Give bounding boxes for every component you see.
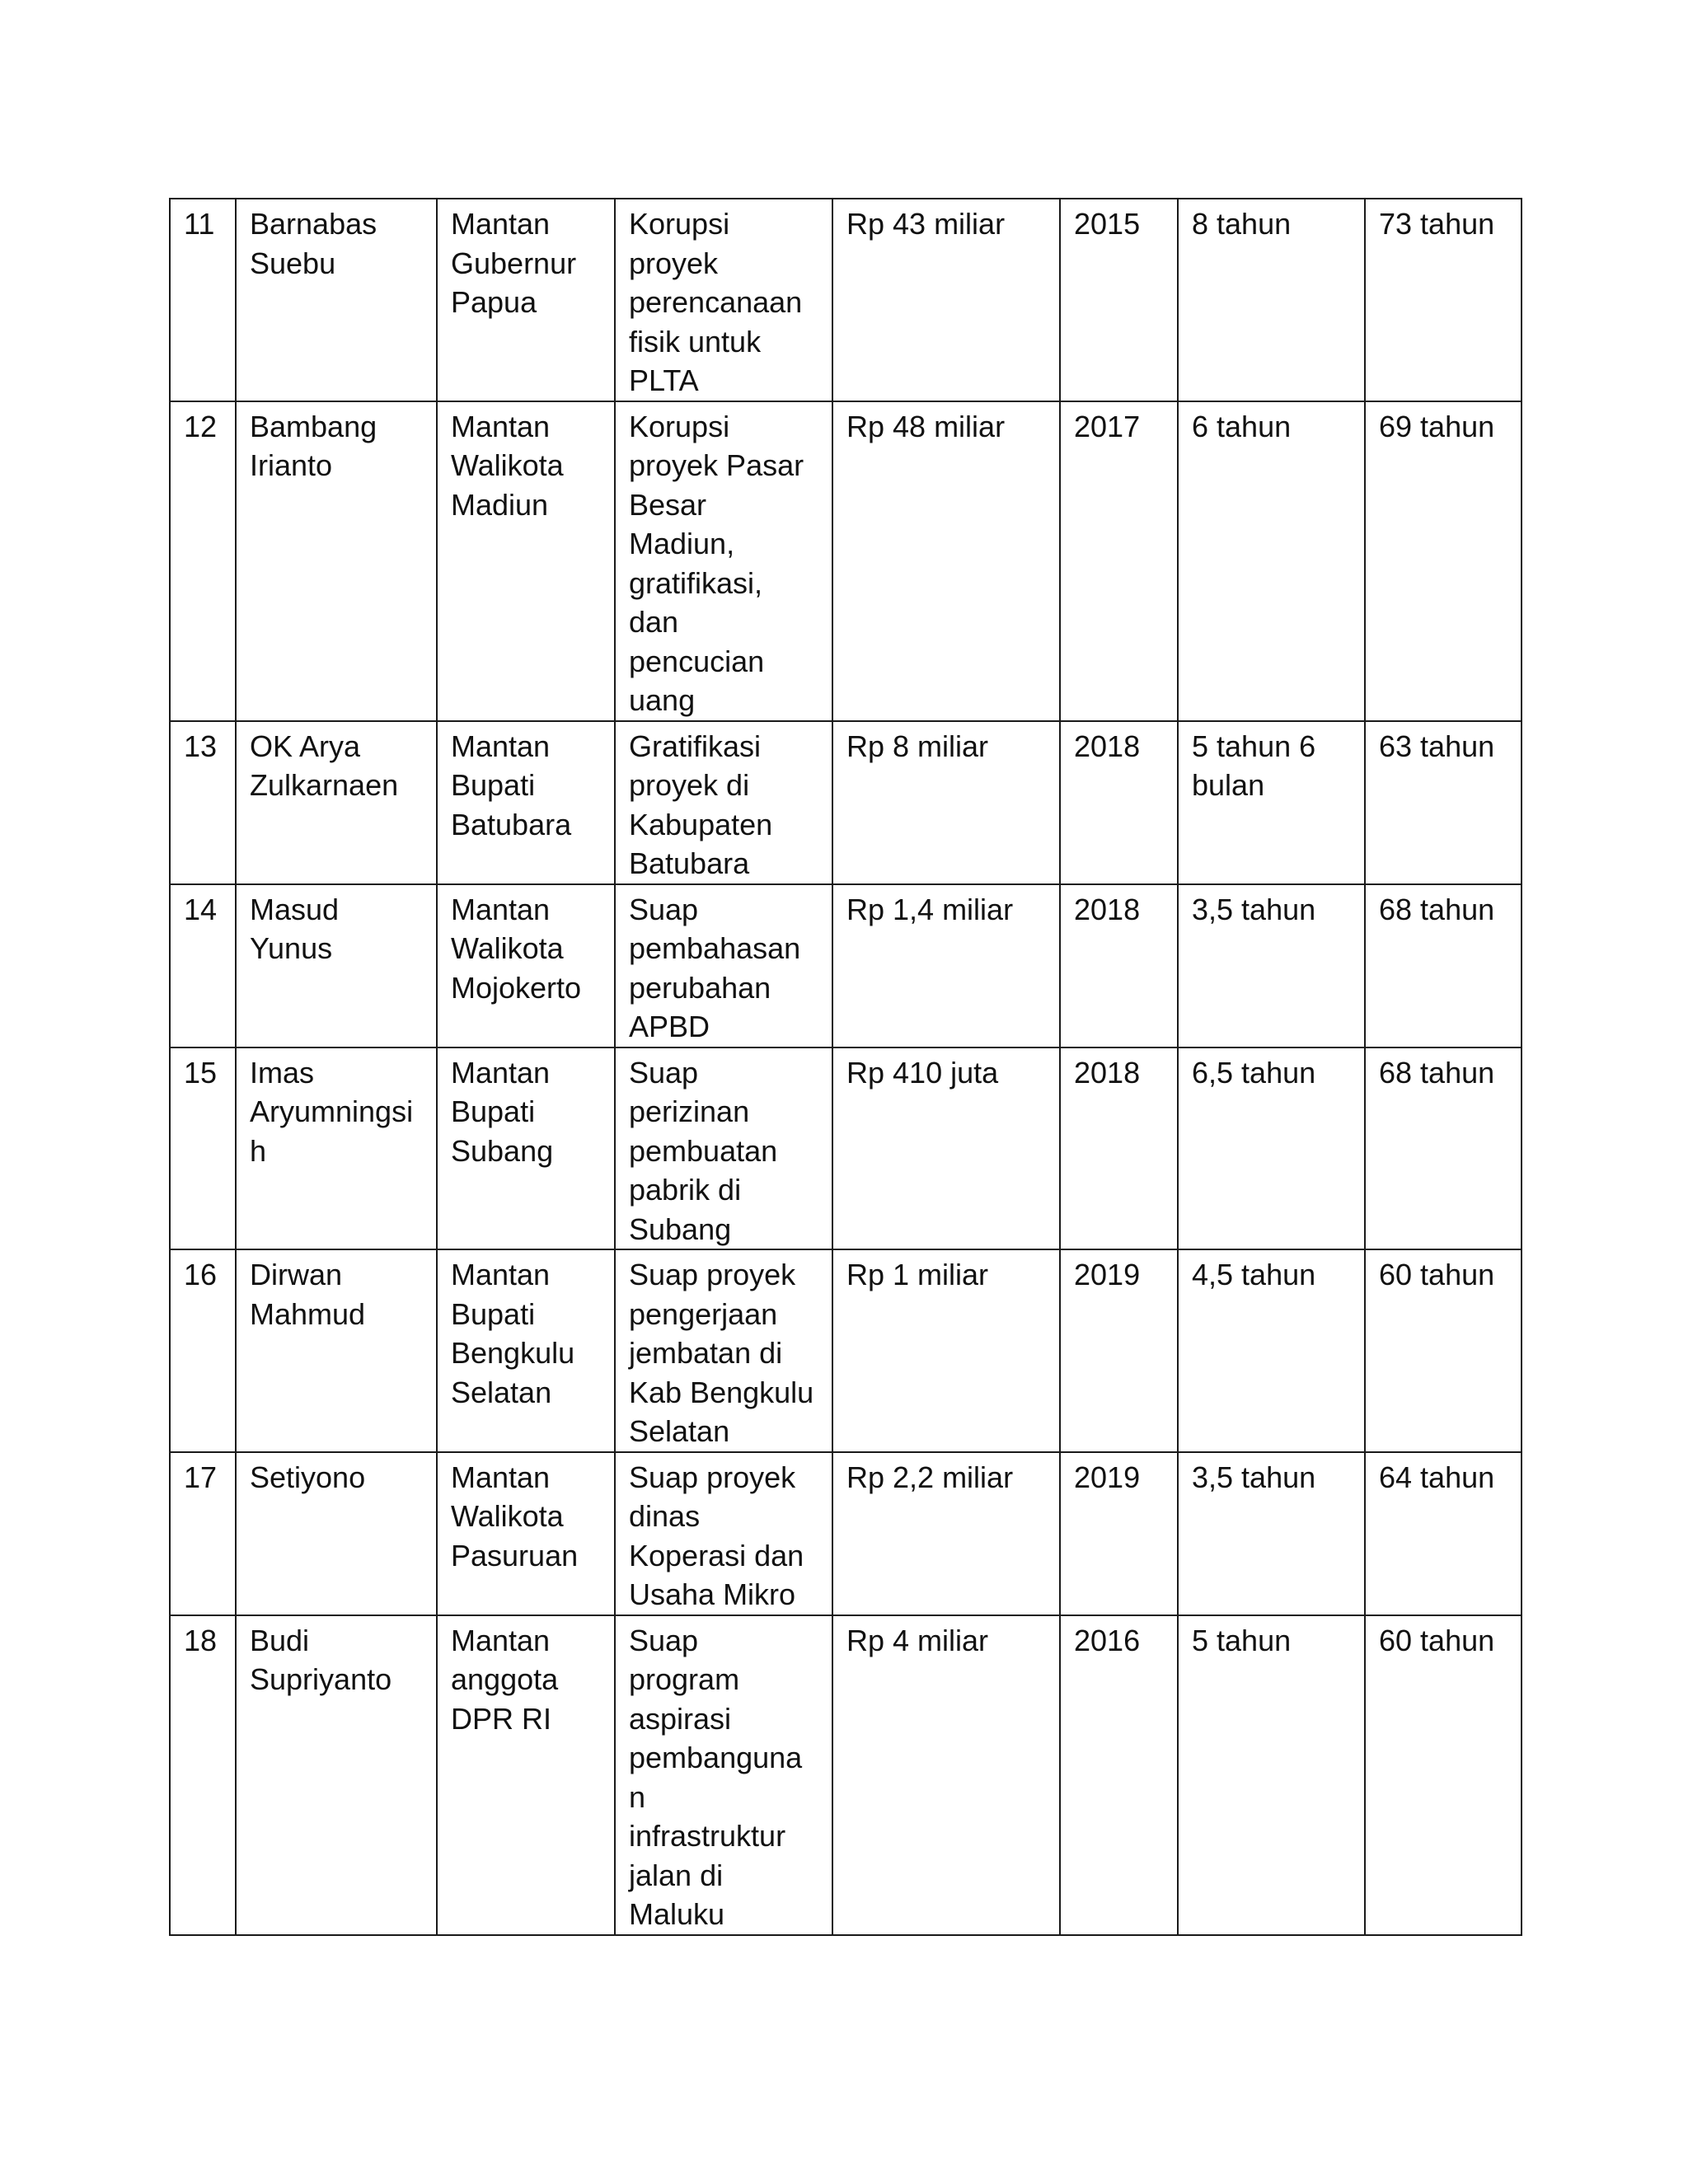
position-cell — [437, 1249, 615, 1452]
cell-text: 17 — [184, 1460, 218, 1494]
amount-cell — [832, 1452, 1060, 1615]
cell-text: Rp 8 miliar — [846, 729, 989, 763]
row-number-cell — [170, 1249, 236, 1452]
cell-text: 2015 — [1074, 207, 1141, 241]
cell-text: Rp 1,4 miliar — [846, 892, 1014, 926]
age-cell — [1365, 721, 1522, 884]
cell-text: Mantan anggota DPR RI — [451, 1623, 559, 1736]
sentence-cell — [1178, 1249, 1365, 1452]
cell-text: Mantan Bupati Subang — [451, 1055, 554, 1168]
cell-text: Suap pembahasan perubahan APBD — [629, 892, 801, 1043]
cell-text: 6 tahun — [1192, 409, 1292, 443]
row-number-cell — [170, 884, 236, 1047]
table-row — [170, 199, 1522, 401]
table-row — [170, 1615, 1522, 1935]
cell-text: Rp 48 miliar — [846, 409, 1006, 443]
age-cell — [1365, 1452, 1522, 1615]
cell-text: 2018 — [1074, 1055, 1141, 1090]
cell-text: Mantan Bupati Bengkulu Selatan — [451, 1258, 575, 1409]
cell-text: Barnabas Suebu — [250, 207, 377, 280]
amount-cell — [832, 1047, 1060, 1250]
case-description-cell — [615, 884, 832, 1047]
table-row — [170, 1047, 1522, 1250]
position-cell — [437, 721, 615, 884]
sentence-cell — [1178, 401, 1365, 721]
cell-text: 11 — [184, 207, 215, 241]
sentence-cell — [1178, 721, 1365, 884]
cell-text: Dirwan Mahmud — [250, 1258, 366, 1331]
cell-text: Mantan Walikota Madiun — [451, 409, 564, 522]
age-cell — [1365, 884, 1522, 1047]
cell-text: Rp 1 miliar — [846, 1258, 989, 1291]
cell-text: Rp 43 miliar — [846, 207, 1006, 241]
year-cell — [1060, 721, 1178, 884]
cell-text: 18 — [184, 1623, 218, 1657]
cell-text: 2018 — [1074, 729, 1141, 763]
cell-text: Setiyono — [250, 1460, 366, 1494]
year-cell — [1060, 884, 1178, 1047]
cell-text: 69 tahun — [1379, 409, 1495, 443]
cell-text: Masud Yunus — [250, 892, 340, 965]
year-cell — [1060, 1615, 1178, 1935]
row-number-cell — [170, 199, 236, 401]
cell-text: 68 tahun — [1379, 1055, 1495, 1090]
position-cell — [437, 1047, 615, 1250]
sentence-cell — [1178, 1047, 1365, 1250]
amount-cell — [832, 1249, 1060, 1452]
cell-text: Mantan Walikota Pasuruan — [451, 1460, 579, 1572]
cell-text: Rp 2,2 miliar — [846, 1460, 1014, 1494]
amount-cell — [832, 721, 1060, 884]
cell-text: 13 — [184, 729, 218, 763]
case-description-cell — [615, 1047, 832, 1250]
sentence-cell — [1178, 1452, 1365, 1615]
case-description-cell — [615, 1452, 832, 1615]
official-name-cell — [236, 721, 437, 884]
cell-text: Suap perizinan pembuatan pabrik di Subang — [629, 1055, 778, 1246]
age-cell — [1365, 401, 1522, 721]
amount-cell — [832, 401, 1060, 721]
cell-text: 60 tahun — [1379, 1623, 1495, 1657]
row-number-cell — [170, 1047, 236, 1250]
sentence-cell — [1178, 884, 1365, 1047]
row-number-cell — [170, 1615, 236, 1935]
table-body — [170, 199, 1522, 1935]
position-cell — [437, 1452, 615, 1615]
corruption-cases-table — [169, 198, 1522, 1936]
position-cell — [437, 401, 615, 721]
cell-text: 3,5 tahun — [1192, 1460, 1316, 1494]
cell-text: Rp 410 juta — [846, 1055, 999, 1090]
cell-text: Mantan Bupati Batubara — [451, 729, 572, 841]
cell-text: Suap program aspirasi pembanguna n infrastruktur jalan di Maluku — [629, 1623, 803, 1931]
cell-text: 16 — [184, 1258, 218, 1291]
cell-text: Korupsi proyek Pasar Besar Madiun, gratifikasi, dan pencucian uang — [629, 409, 804, 717]
sentence-cell — [1178, 1615, 1365, 1935]
cell-text: 6,5 tahun — [1192, 1055, 1316, 1090]
cell-text: Mantan Gubernur Papua — [451, 207, 577, 319]
age-cell — [1365, 1047, 1522, 1250]
cell-text: 8 tahun — [1192, 207, 1292, 241]
case-description-cell — [615, 1249, 832, 1452]
cell-text: Mantan Walikota Mojokerto — [451, 892, 582, 1005]
sentence-cell — [1178, 199, 1365, 401]
cell-text: OK Arya Zulkarnaen — [250, 729, 399, 802]
amount-cell — [832, 1615, 1060, 1935]
official-name-cell — [236, 1249, 437, 1452]
amount-cell — [832, 199, 1060, 401]
age-cell — [1365, 1249, 1522, 1452]
official-name-cell — [236, 1047, 437, 1250]
table-row — [170, 884, 1522, 1047]
cell-text: 60 tahun — [1379, 1258, 1495, 1291]
cell-text: Imas Aryumningsi h — [250, 1055, 414, 1168]
age-cell — [1365, 199, 1522, 401]
row-number-cell — [170, 1452, 236, 1615]
year-cell — [1060, 401, 1178, 721]
table-row — [170, 401, 1522, 721]
cell-text: 2019 — [1074, 1258, 1141, 1291]
table-row — [170, 1249, 1522, 1452]
case-description-cell — [615, 199, 832, 401]
cell-text: 68 tahun — [1379, 892, 1495, 926]
cell-text: 64 tahun — [1379, 1460, 1495, 1494]
cell-text: 3,5 tahun — [1192, 892, 1316, 926]
cell-text: 2017 — [1074, 409, 1141, 443]
position-cell — [437, 884, 615, 1047]
official-name-cell — [236, 1615, 437, 1935]
cell-text: Bambang Irianto — [250, 409, 377, 482]
cell-text: 2018 — [1074, 892, 1141, 926]
year-cell — [1060, 1452, 1178, 1615]
cell-text: Gratifikasi proyek di Kabupaten Batubara — [629, 729, 773, 880]
cell-text: Suap proyek dinas Koperasi dan Usaha Mikro — [629, 1460, 804, 1611]
cell-text: 12 — [184, 409, 218, 443]
position-cell — [437, 199, 615, 401]
cell-text: Budi Supriyanto — [250, 1623, 392, 1696]
year-cell — [1060, 1047, 1178, 1250]
cell-text: 63 tahun — [1379, 729, 1495, 763]
row-number-cell — [170, 401, 236, 721]
year-cell — [1060, 1249, 1178, 1452]
cell-text: 2019 — [1074, 1460, 1141, 1494]
case-description-cell — [615, 721, 832, 884]
cell-text: Suap proyek pengerjaan jembatan di Kab Bengkulu Selatan — [629, 1258, 814, 1448]
cell-text: Korupsi proyek perencanaan fisik untuk PLTA — [629, 207, 803, 397]
table-row — [170, 1452, 1522, 1615]
official-name-cell — [236, 401, 437, 721]
cell-text: 5 tahun — [1192, 1623, 1292, 1657]
cell-text: 14 — [184, 892, 218, 926]
table-row — [170, 721, 1522, 884]
cell-text: 15 — [184, 1055, 218, 1090]
cell-text: 5 tahun 6 bulan — [1192, 729, 1316, 802]
official-name-cell — [236, 1452, 437, 1615]
cell-text: 2016 — [1074, 1623, 1141, 1657]
cell-text: Rp 4 miliar — [846, 1623, 989, 1657]
row-number-cell — [170, 721, 236, 884]
amount-cell — [832, 884, 1060, 1047]
case-description-cell — [615, 1615, 832, 1935]
cell-text: 73 tahun — [1379, 207, 1495, 241]
cell-text: 4,5 tahun — [1192, 1258, 1316, 1291]
position-cell — [437, 1615, 615, 1935]
official-name-cell — [236, 884, 437, 1047]
official-name-cell — [236, 199, 437, 401]
case-description-cell — [615, 401, 832, 721]
age-cell — [1365, 1615, 1522, 1935]
year-cell — [1060, 199, 1178, 401]
